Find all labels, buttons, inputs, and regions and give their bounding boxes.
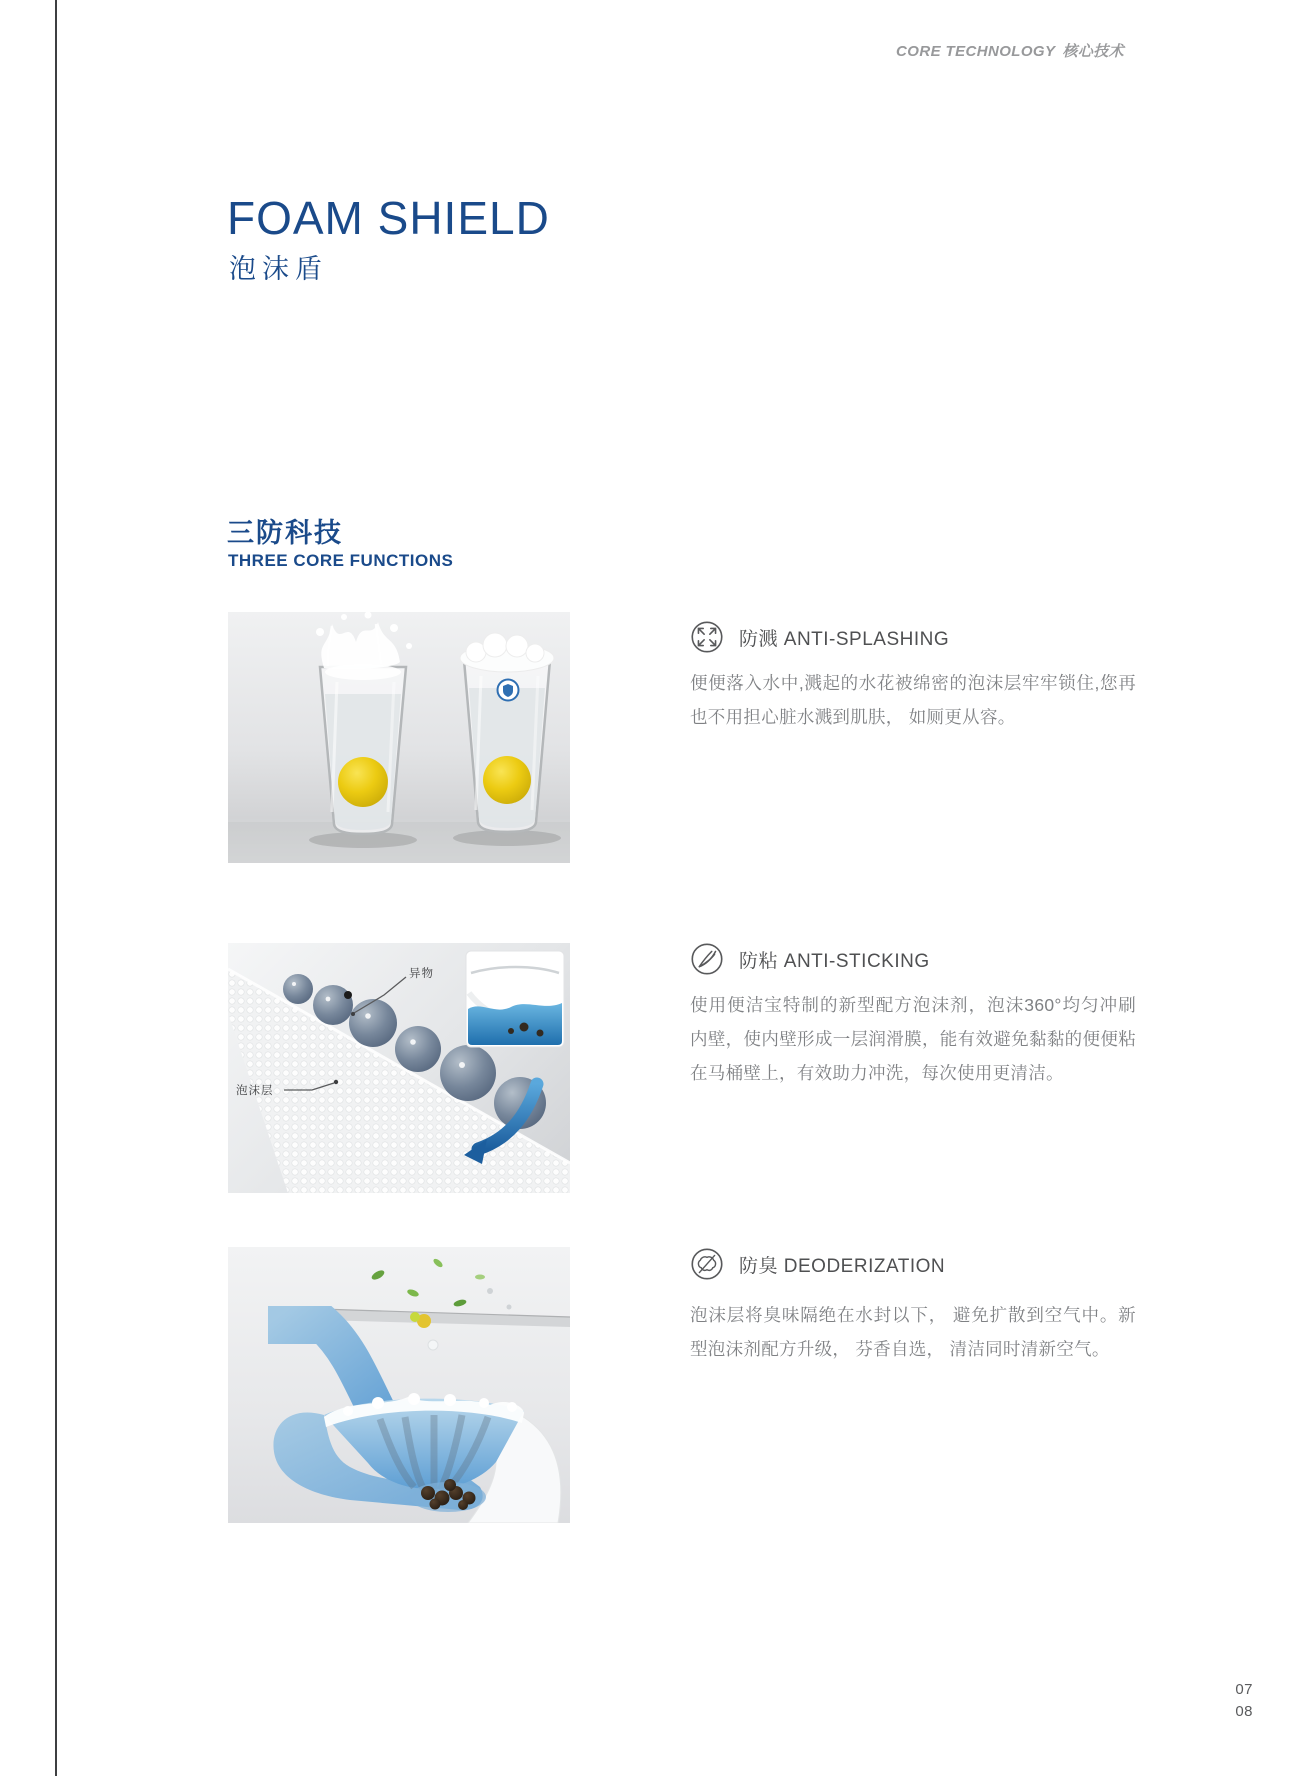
odor-block-icon: [688, 1245, 726, 1283]
bowl-inset: [466, 951, 564, 1047]
rim-ledge: [320, 1309, 570, 1327]
figure-deodorization: [228, 1247, 570, 1523]
lemon-ball-left: [338, 757, 388, 807]
foam-cap: [460, 633, 554, 672]
feature-deodorization-body: 泡沫层将臭味隔绝在水封以下， 避免扩散到空气中。新型泡沫剂配方升级， 芬香自选， 清洁同时清新空气。: [690, 1305, 1136, 1360]
page-header: [896, 40, 1124, 61]
splash: [316, 612, 412, 680]
page-title: FOAM SHIELD: [227, 192, 550, 244]
left-margin-rule: [55, 0, 57, 1776]
feature-anti-sticking-body: 使用便洁宝特制的新型配方泡沫剂，泡沫360°均匀冲刷内壁，使内壁形成一层润滑膜，能有效避免黏黏的便便粘在马桶壁上，有效助力冲洗，每次使用更清洁。: [690, 995, 1136, 1084]
label-foam-layer: 泡沫层: [236, 1085, 274, 1097]
glasses-illustration: [228, 612, 570, 863]
section-title-en: THREE CORE FUNCTIONS: [228, 551, 454, 570]
figure-anti-sticking: [228, 943, 570, 1193]
feature-anti-splashing-body: 便便落入水中,溅起的水花被绵密的泡沫层牢牢锁住,您再也不用担心脏水溅到肌肤， 如厕更从容。: [690, 673, 1136, 728]
feature-title: 防溅 ANTI-SPLASHING: [739, 628, 950, 650]
foam-layer-illustration: [228, 943, 570, 1193]
lemon-ball-right: [483, 756, 531, 804]
page-number-right: 08: [1235, 1703, 1253, 1720]
glass-right: [460, 633, 554, 832]
feature-anti-splashing-heading: [688, 618, 949, 656]
feature-title: 防臭 DEODERIZATION: [739, 1255, 946, 1277]
label-foreign-matter: 异物: [409, 968, 434, 980]
figure-anti-splashing: [228, 612, 570, 863]
header-en: CORE TECHNOLOGY: [896, 43, 1056, 60]
feature-anti-sticking-heading: [688, 940, 930, 978]
foreign-particle: [344, 991, 352, 999]
header-zh: 核心技术: [1062, 43, 1124, 60]
page-number-left: 07: [1235, 1681, 1253, 1698]
fresh-air-particles: [370, 1257, 511, 1350]
brand-badge: [498, 680, 519, 701]
page-title-zh: 泡沫盾: [229, 254, 328, 284]
splash-arrows-icon: [688, 618, 726, 656]
feather-glide-icon: [688, 940, 726, 978]
toilet-cutaway-illustration: [228, 1247, 570, 1523]
section-title-zh: 三防科技: [227, 518, 343, 548]
feature-title: 防粘 ANTI-STICKING: [739, 950, 930, 972]
inlet-channel: [268, 1325, 376, 1409]
glass-left: [316, 612, 412, 834]
feature-deodorization-heading: [688, 1245, 945, 1283]
